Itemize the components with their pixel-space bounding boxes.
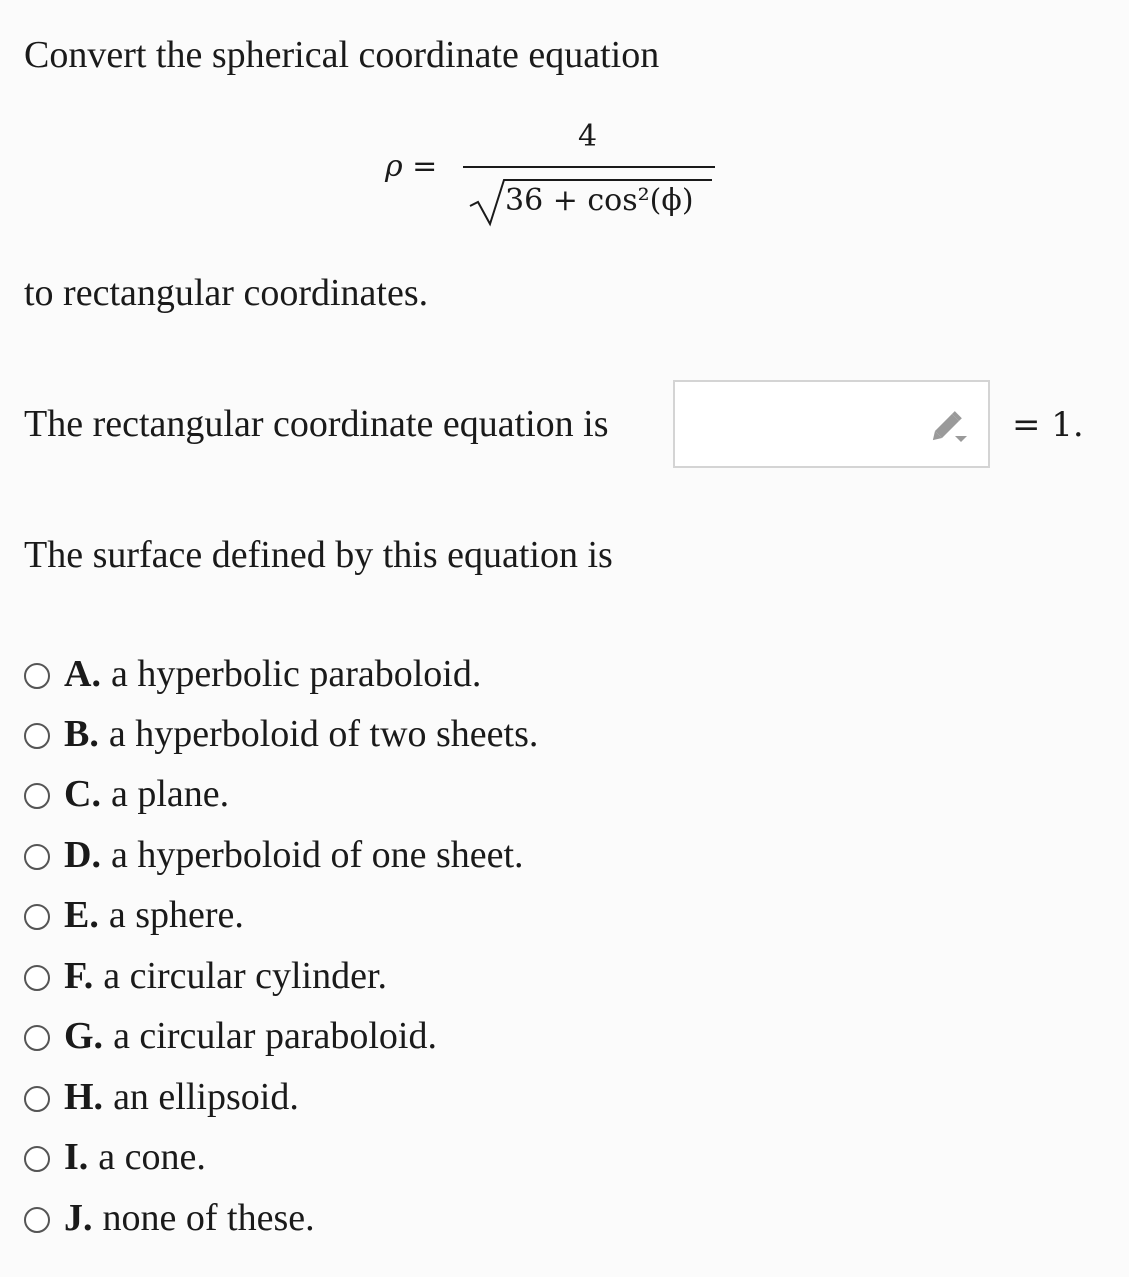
question-outro: to rectangular coordinates. [24,272,429,314]
option-letter: G. [64,1015,104,1057]
radio-h[interactable] [24,1086,50,1112]
answer-suffix: = 1. [1012,405,1084,445]
option-text: a circular cylinder. [103,955,388,997]
radio-j[interactable] [24,1207,50,1233]
radio-b[interactable] [24,723,50,749]
option-letter: A. [64,653,101,695]
option-j[interactable] [24,1193,315,1243]
radio-e[interactable] [24,904,50,930]
option-h[interactable] [24,1072,299,1122]
option-letter: F. [64,955,94,997]
option-text: a hyperboloid of two sheets. [108,713,539,755]
equation-numerator: 4 [578,119,598,154]
option-text: an ellipsoid. [113,1076,299,1118]
option-c[interactable] [24,769,229,819]
option-g[interactable] [24,1011,437,1061]
option-letter: I. [64,1136,89,1178]
answer-label: The rectangular coordinate equation is [24,403,609,445]
option-f[interactable] [24,951,387,1001]
option-text: a hyperbolic paraboloid. [110,653,482,695]
fraction-bar [463,166,715,168]
radio-a[interactable] [24,663,50,689]
option-text: a hyperboloid of one sheet. [110,834,524,876]
option-letter: E. [64,894,99,936]
option-b[interactable] [24,709,538,759]
option-a[interactable] [24,649,481,699]
answer-input[interactable] [675,382,949,466]
option-letter: C. [64,773,101,815]
equation-denominator: 36 + cos²(ϕ) [505,183,694,218]
option-text: a circular paraboloid. [113,1015,437,1057]
radio-i[interactable] [24,1146,50,1172]
radio-f[interactable] [24,965,50,991]
option-letter: J. [64,1197,93,1239]
radio-g[interactable] [24,1025,50,1051]
surface-prompt: The surface defined by this equation is [24,534,613,576]
question-intro: Convert the spherical coordinate equation [24,34,660,76]
answer-field[interactable] [673,380,990,468]
option-letter: B. [64,713,99,755]
radio-c[interactable] [24,783,50,809]
option-d[interactable] [24,830,524,880]
option-i[interactable] [24,1132,206,1182]
option-text: none of these. [102,1197,315,1239]
option-text: a cone. [98,1136,206,1178]
option-text: a sphere. [108,894,244,936]
pencil-icon[interactable] [927,406,971,446]
radio-d[interactable] [24,844,50,870]
option-e[interactable] [24,890,244,940]
option-text: a plane. [110,773,230,815]
option-letter: D. [64,834,101,876]
option-letter: H. [64,1076,104,1118]
equation-lhs: ρ = [385,149,438,184]
